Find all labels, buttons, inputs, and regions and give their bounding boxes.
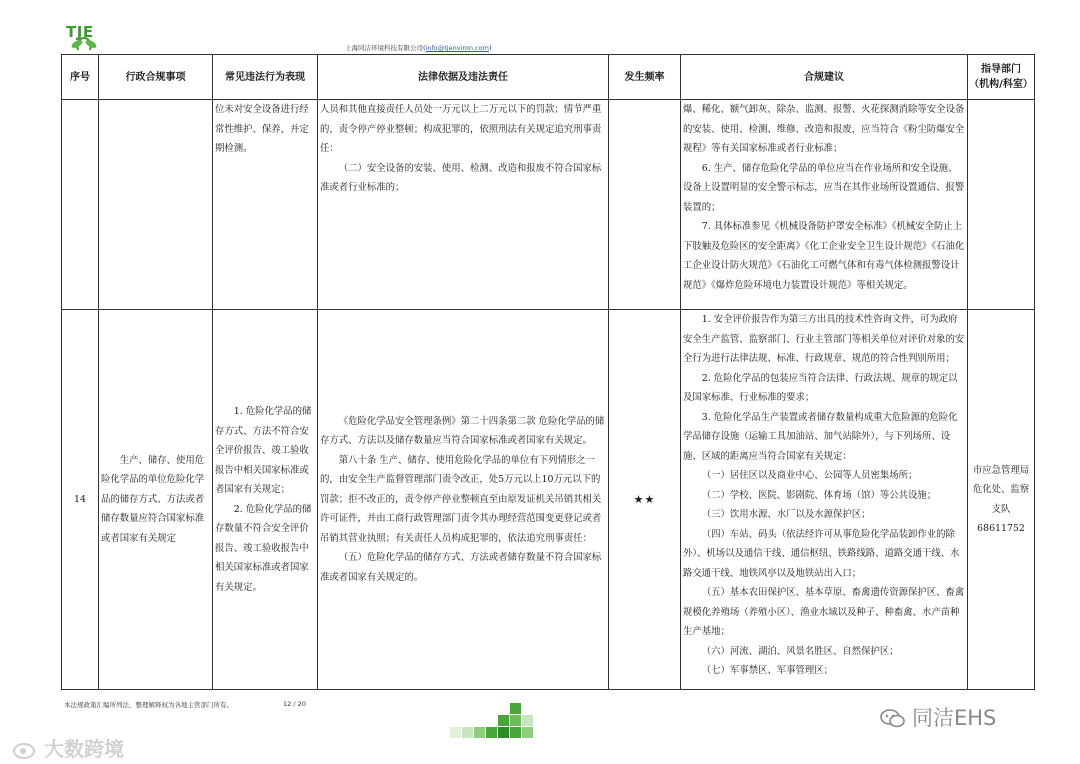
block <box>522 727 533 738</box>
block <box>522 715 533 726</box>
department-phone: 68611752 <box>977 523 1025 534</box>
block <box>510 727 521 738</box>
block <box>450 727 461 738</box>
table-row-continued <box>62 100 1035 310</box>
law-14-2: 第八十条 生产、储存、使用危险化学品的单位有下列情形之一的，由安全生产监督管理部门责令改正，处5万元以上10万元以下的罚款；拒不改正的，责令停产停业整顿直至由原发证机关吊销其相关许可证件，并由工商行政管理部门责令其办理经营范围变更登记或者吊销其营业执照；有关责任人员构成犯罪的，依法追究刑事责任： <box>320 454 602 544</box>
advice-14-10: （七）军事禁区、军事管理区； <box>701 665 834 676</box>
block <box>474 727 485 738</box>
department-name: 市应急管理局危化处、监察支队 <box>972 464 1030 515</box>
cell-advice-14 <box>681 310 968 690</box>
col-header-frequency: 发生频率 <box>609 55 681 100</box>
header-email-link[interactable]: info@tjenviron.com <box>425 44 489 52</box>
cell-frequency-empty <box>609 100 681 310</box>
watermark-left: 大数跨境 <box>12 733 124 762</box>
advice-cont-line-2: 6. 生产、储存危险化学品的单位应当在作业场所和安全设施、设备上设置明显的安全警示标志，应当在其作业场所设置通信、报警装置的； <box>683 162 965 213</box>
col-header-advice: 合规建议 <box>681 55 968 100</box>
advice-14-7: （四）车站、码头（依法经许可从事危险化学品装卸作业的除外）、机场以及通信干线、通信枢纽、铁路线路、道路交通干线、水路交通干线、地铁风亭以及地铁站出入口； <box>683 528 960 579</box>
advice-14-6: （三）饮用水源、水厂以及水源保护区； <box>701 509 871 520</box>
col-header-no: 序号 <box>62 55 99 100</box>
watermark-right: 同洁EHS <box>880 702 996 732</box>
advice-cont-line-1: 爆、稀化、额气卸灰、除杂、监测、报警、火花探测消除等安全设备的安装、使用、检测、维修、改造和报废，应当符合《粉尘防爆安全规程》等有关国家标准或者行业标准； <box>683 104 965 154</box>
advice-14-1: 1. 安全评价报告作为第三方出具的技术性咨询文件，可为政府安全生产监管、监察部门、行业主管部门等相关单位对评价对象的安全行为进行法律法规、标准、行政规章、规范的符合性判别所用； <box>683 314 965 364</box>
block <box>486 727 497 738</box>
block <box>498 727 509 738</box>
cell-item-empty <box>99 100 213 310</box>
advice-cont-line-3: 7. 具体标准参见《机械设备防护罩安全标准》《机械安全防止上下肢触及危险区的安全距离》《化工企业安全卫生设计规范》《石油化工企业设计防火规范》《石油化工可燃气体和有毒气体检测报警设计规范》《爆炸危险环境电力装置设计规范》等相关规定。 <box>683 221 965 291</box>
weibo-icon <box>12 739 38 759</box>
table-row-14 <box>62 310 1035 690</box>
law-14-3: （五）危险化学品的储存方式、方法或者储存数量不符合国家标准或者国家有关规定的。 <box>320 552 602 583</box>
wechat-icon <box>880 708 906 728</box>
cell-department-empty <box>968 100 1035 310</box>
advice-14-8: （五）基本农田保护区、基本草原、畜禽遗传资源保护区、畜禽规模化养殖场（养殖小区）、渔业水域以及种子、种畜禽、水产苗种生产基地； <box>683 587 965 637</box>
block <box>510 703 521 714</box>
advice-14-2: 2. 危险化学品的包装应当符合法律、行政法规、规章的规定以及国家标准、行业标准的要求； <box>683 372 958 403</box>
law-cont-line-2: （二）安全设备的安装、使用、检测、改造和报废不符合国家标准或者行业标准的； <box>320 162 602 193</box>
cell-item-14: 生产、储存、使用危险化学品的单位危险化学品的储存方式、方法或者储存数量应符合国家标准或者国家有关规定 <box>99 310 213 690</box>
advice-14-4: （一）居住区以及商业中心、公园等人员密集场所； <box>701 470 918 481</box>
header-company: 上海同洁环境科技有限公司 <box>345 44 423 52</box>
compliance-table <box>61 54 1035 690</box>
table-header-row <box>62 55 1035 100</box>
behavior-14-2: 2. 危险化学品的储存数量不符合安全评价报告、竣工验收报告中相关国家标准或者国家有关规定。 <box>215 503 312 593</box>
law-14-1: 《危险化学品安全管理条例》第二十四条第二款 危险化学品的储存方式、方法以及储存数量应当符合国家标准或者国家有关规定。 <box>320 415 605 447</box>
cell-law-14 <box>318 310 609 690</box>
behavior-14-1: 1. 危险化学品的储存方式、方法不符合安全评价报告、竣工验收报告中相关国家标准或者国家有关规定； <box>215 406 312 495</box>
advice-14-5: （二）学校、医院、影剧院、体育场（馆）等公共设施； <box>701 489 937 501</box>
block <box>510 715 521 726</box>
cell-law-cont <box>318 100 609 310</box>
cell-behavior-cont: 位未对安全设备进行经常性维护、保养，并定期检测。 <box>213 100 318 310</box>
block <box>498 715 509 726</box>
cell-frequency-14: ★★ <box>609 310 681 690</box>
logo-text: TJE <box>66 23 94 41</box>
footer-note: 本法规政策汇编所列法，整理解释权为各地主管部门所有。 <box>64 701 233 709</box>
cell-department-14 <box>968 310 1035 690</box>
cell-advice-cont <box>681 100 968 310</box>
page-number: 12 / 20 <box>283 700 306 708</box>
decorative-green-blocks <box>450 703 540 739</box>
law-cont-line-1: 人员和其他直接责任人员处一万元以上二万元以下的罚款；情节严重的，责令停产停业整顿；构成犯罪的，依照刑法有关规定追究刑事责任： <box>320 104 602 154</box>
col-header-law: 法律依据及违法责任 <box>318 55 609 100</box>
cell-behavior-14 <box>213 310 318 690</box>
col-header-department: 指导部门 （机构/科室） <box>968 55 1035 100</box>
cell-no-empty <box>62 100 99 310</box>
block <box>462 727 473 738</box>
advice-14-3: 3. 危险化学品生产装置或者储存数量构成重大危险源的危险化学品储存设施（运输工具加油站、加气站除外），与下列场所、设施、区域的距离应当符合国家有关规定： <box>683 411 958 462</box>
header-company-line: 上海同洁环境科技有限公司(info@tjenviron.com) <box>345 44 492 52</box>
col-header-behavior: 常见违法行为表现 <box>213 55 318 100</box>
cell-no-14: 14 <box>62 310 99 690</box>
advice-14-9: （六）河流、湖泊、风景名胜区、自然保护区； <box>701 645 899 657</box>
col-header-item: 行政合规事项 <box>99 55 213 100</box>
